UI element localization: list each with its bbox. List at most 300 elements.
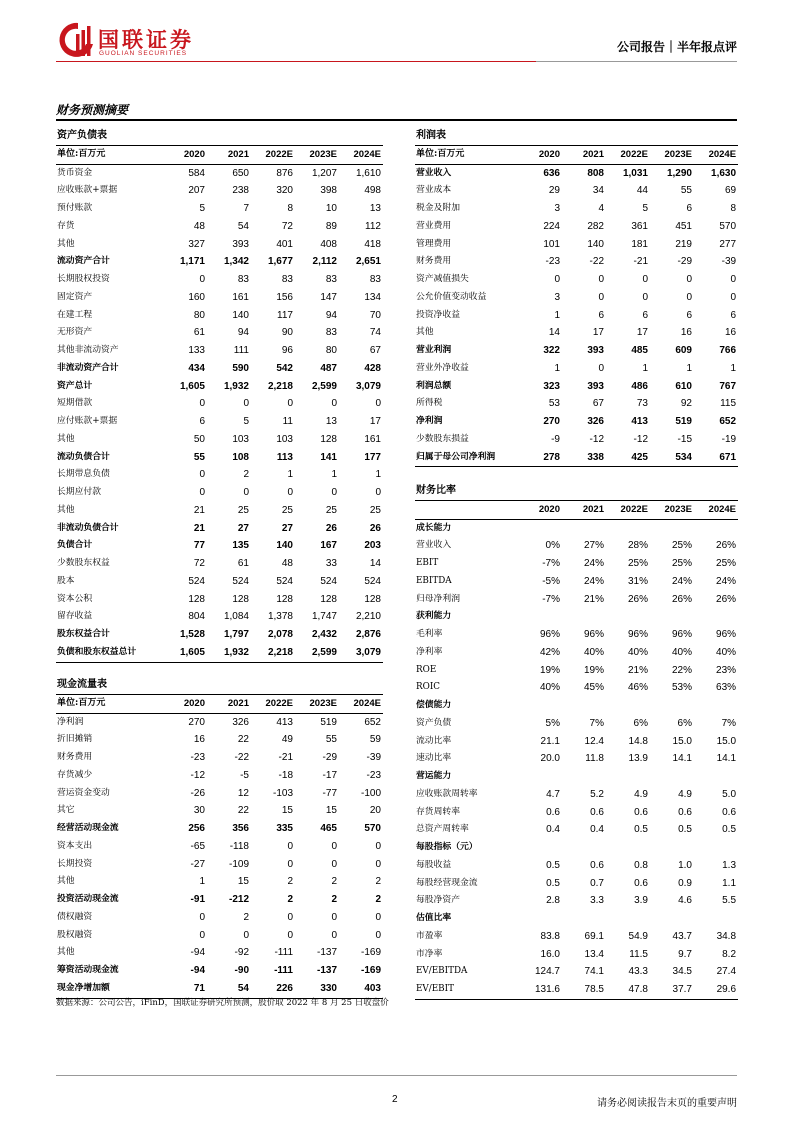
row-label: 长期带息负债	[57, 469, 110, 480]
cell-value	[518, 839, 562, 857]
cell-value: -91	[190, 894, 205, 905]
cell-value: 2.8	[546, 895, 560, 907]
row-label: 预付账款	[57, 203, 93, 213]
row-label: 营运能力	[416, 771, 452, 781]
table-row	[56, 218, 383, 236]
cell-value: 2	[243, 469, 249, 481]
table-row	[56, 820, 383, 838]
row-label: 净利润	[57, 716, 84, 727]
cell-value: 6	[730, 309, 737, 321]
row-label: 存货	[57, 220, 75, 231]
cell-value: 434	[188, 362, 205, 374]
cell-value: 0	[686, 274, 692, 285]
cell-value: 2	[287, 894, 293, 905]
cell-value: -21	[633, 256, 648, 268]
table-row	[56, 360, 383, 378]
row-label: 每股净资产	[416, 895, 460, 906]
cell-value: 24%	[716, 575, 737, 587]
cell-value: 0	[199, 398, 205, 410]
row-label: 每股经营现金流	[416, 877, 478, 888]
cell-value: -15	[677, 433, 692, 445]
table-row	[415, 413, 738, 431]
row-label: 营业成本	[416, 185, 452, 196]
cell-value: 13.4	[584, 948, 604, 960]
cell-value: -92	[234, 947, 249, 959]
cell-value: 361	[631, 220, 648, 232]
cell-value: 17	[369, 416, 381, 427]
cell-value: 28%	[627, 540, 648, 552]
table-row	[56, 395, 383, 413]
row-label: 归母净利润	[416, 593, 460, 604]
cell-value: 111	[233, 345, 249, 356]
table-row	[415, 839, 738, 857]
cell-value	[694, 910, 738, 928]
table-row	[415, 946, 738, 964]
cell-value: 54.9	[628, 930, 648, 942]
cell-value: 25%	[627, 558, 648, 569]
cell-value: 20.0	[540, 753, 560, 765]
cell-value: 2	[331, 876, 337, 888]
cell-value: 26%	[627, 593, 648, 605]
cell-value: 15	[325, 805, 337, 817]
cell-value: 161	[364, 433, 381, 445]
cell-value: 671	[694, 449, 738, 467]
cell-value: 0	[375, 398, 381, 410]
cell-value: 21	[193, 522, 205, 534]
cell-value: 393	[587, 345, 604, 356]
cell-value: 147	[320, 291, 337, 303]
cell-value: 451	[675, 220, 692, 232]
table-row	[56, 962, 383, 980]
table-row	[415, 289, 738, 307]
cell-value: 135	[232, 540, 249, 552]
cell-value: 0	[331, 840, 337, 852]
cell-value: 6%	[677, 717, 692, 729]
cell-value: 24%	[583, 575, 604, 587]
cell-value: 15.0	[716, 735, 737, 747]
cell-value: -27	[190, 858, 205, 870]
row-label: 存货周转率	[416, 806, 460, 817]
row-label: 非流动资产合计	[57, 362, 119, 373]
cell-value: 270	[188, 716, 205, 728]
row-label: 公允价值变动收益	[416, 291, 487, 302]
row-label: 营业费用	[416, 220, 452, 231]
cell-value: 16.0	[540, 948, 560, 960]
cell-value: 74.1	[584, 966, 604, 978]
cell-value: -137	[316, 965, 337, 976]
cell-value: 140	[587, 238, 604, 250]
table-row	[56, 307, 383, 325]
cell-value: 26%	[716, 540, 737, 552]
cell-value	[650, 768, 694, 786]
year-header: 2024E	[694, 145, 738, 164]
cell-value: 403	[339, 980, 383, 998]
cell-value: 2,432	[311, 629, 337, 640]
cell-value: 487	[320, 362, 337, 374]
cell-value: 320	[276, 185, 293, 197]
table-row	[56, 626, 383, 644]
financial-ratios-table	[415, 482, 738, 1000]
row-label: 净利率	[416, 646, 443, 657]
cell-value: 1,031	[622, 167, 648, 179]
cell-value: 34	[592, 185, 604, 197]
cell-value: 83	[369, 274, 381, 285]
cell-value: -21	[278, 752, 293, 763]
year-header: 2024E	[694, 500, 738, 519]
cell-value: 92	[680, 398, 692, 410]
cell-value: 40%	[627, 646, 648, 658]
cell-value: -23	[545, 256, 560, 268]
year-header: 2022E	[251, 694, 295, 713]
section-divider	[56, 119, 737, 121]
cell-value: 21%	[583, 593, 604, 605]
cell-value: 115	[720, 398, 737, 410]
cell-value: 96%	[583, 629, 604, 640]
cell-value: 53%	[671, 682, 692, 694]
cell-value: 6	[642, 309, 648, 321]
table-row	[56, 944, 383, 962]
cell-value: 53	[548, 398, 560, 410]
cell-value: 1,747	[311, 611, 337, 623]
cell-value: 3	[554, 203, 560, 214]
cell-value: 40%	[671, 646, 692, 658]
table-row	[415, 342, 738, 360]
cell-value	[606, 697, 650, 715]
cell-value: 1	[287, 469, 293, 481]
year-header: 2023E	[295, 694, 339, 713]
cell-value: 203	[364, 540, 381, 552]
cell-value: 5%	[545, 717, 560, 729]
row-label: EBIT	[416, 558, 439, 568]
cell-value: 425	[606, 449, 650, 467]
cell-value: 23%	[716, 664, 737, 676]
cell-value: 63%	[716, 682, 737, 694]
cell-value: 30	[193, 805, 205, 817]
cell-value: 5.5	[722, 895, 737, 907]
table-title: 现金流量表	[56, 676, 383, 694]
cell-value: 54	[237, 220, 249, 232]
cell-value: 40%	[583, 646, 604, 658]
year-header: 2020	[518, 500, 562, 519]
table-row	[415, 697, 738, 715]
cell-value: 5	[199, 203, 205, 214]
cell-value: 11.5	[629, 948, 648, 960]
cell-value: -29	[322, 752, 337, 763]
cell-value: 89	[325, 220, 337, 232]
cell-value: 21%	[627, 664, 648, 676]
cell-value: 43.3	[628, 966, 648, 978]
cell-value: 0.8	[634, 859, 648, 871]
guolian-logo-icon	[56, 20, 96, 60]
cell-value: 0.6	[590, 859, 604, 871]
cell-value: 3,079	[355, 380, 381, 392]
table-row	[415, 395, 738, 413]
cell-value: 7%	[589, 717, 604, 729]
cell-value: 17	[592, 327, 604, 339]
cell-value: 0	[686, 291, 692, 303]
row-label: 利润总额	[416, 380, 452, 391]
cell-value: 338	[562, 449, 606, 467]
cell-value: 71	[163, 980, 207, 998]
row-label: 资本公积	[57, 593, 93, 604]
cell-value: 323	[543, 380, 560, 392]
table-row	[56, 182, 383, 200]
cell-value: 1,932	[207, 644, 251, 662]
cell-value: 34.8	[716, 930, 737, 942]
cell-value: 7	[243, 203, 249, 214]
cell-value: 0.5	[546, 859, 560, 871]
cell-value: 519	[320, 716, 337, 728]
table-title-row	[415, 127, 738, 145]
cell-value: -12	[190, 769, 205, 781]
cell-value: 1,290	[666, 167, 692, 179]
cell-value	[562, 608, 606, 626]
row-label: 现金净增加额	[56, 980, 163, 998]
cell-value: 44	[636, 185, 648, 197]
row-label: 应付账款+票据	[57, 416, 118, 426]
year-header: 2021	[562, 500, 606, 519]
table-row	[415, 910, 738, 928]
cell-value: 224	[543, 220, 560, 232]
cell-value: 128	[188, 593, 205, 605]
row-label: 流动负债合计	[57, 451, 110, 462]
cell-value: 20	[369, 805, 381, 817]
cell-value: 1	[554, 309, 560, 321]
row-label: 应收账款周转率	[416, 788, 478, 799]
cell-value: 498	[364, 185, 381, 197]
cell-value: 1,528	[179, 629, 205, 640]
cell-value: 0.5	[678, 824, 692, 836]
cell-value: 3.9	[634, 895, 648, 907]
cell-value: 485	[631, 345, 648, 356]
cell-value: 609	[675, 345, 692, 356]
row-label: 股权融资	[57, 929, 93, 940]
cell-value: 398	[320, 185, 337, 197]
cell-value: 69.1	[584, 930, 604, 942]
cell-value: 83	[325, 274, 337, 285]
cell-value: 45%	[583, 682, 604, 694]
row-label: 负债和股东权益总计	[56, 644, 163, 662]
cell-value	[650, 697, 694, 715]
cell-value: -23	[190, 752, 205, 763]
cell-value: 238	[232, 185, 249, 197]
cell-value	[650, 910, 694, 928]
row-label: 长期应付款	[57, 487, 101, 497]
cell-value: -22	[234, 752, 249, 763]
cell-value: 3.3	[590, 895, 604, 907]
year-header: 2024E	[339, 694, 383, 713]
table-row	[415, 821, 738, 839]
cell-value: 117	[277, 309, 293, 321]
table-row	[56, 236, 383, 254]
balance-sheet-table	[56, 127, 383, 663]
cell-value: 55	[680, 185, 692, 197]
cell-value: 2,599	[295, 644, 339, 662]
cell-value: 29.6	[694, 981, 738, 999]
cell-value: 25	[369, 504, 381, 516]
cell-value: 112	[365, 220, 381, 232]
cell-value: 256	[188, 823, 205, 834]
cell-value: 26	[369, 522, 381, 534]
cell-value	[518, 697, 562, 715]
cell-value: 19%	[539, 664, 560, 676]
cell-value: 524	[232, 575, 249, 587]
cell-value: 0.5	[634, 824, 648, 836]
cell-value: 24%	[671, 575, 692, 587]
table-row	[415, 271, 738, 289]
row-label: 投资净收益	[416, 309, 460, 320]
cell-value: 134	[364, 291, 381, 303]
row-label: 毛利率	[416, 629, 443, 639]
row-label: 速动比率	[416, 753, 452, 764]
cell-value: 67	[592, 398, 604, 410]
cell-value	[606, 608, 650, 626]
cell-value: 61	[193, 327, 205, 339]
cell-value: 27.4	[716, 966, 737, 978]
cell-value: 2,651	[355, 256, 381, 268]
cell-value: 19%	[583, 664, 604, 676]
cell-value: 1,171	[179, 256, 205, 268]
cell-value: 1	[554, 362, 560, 374]
row-label: EV/EBITDA	[416, 966, 468, 977]
cell-value	[606, 910, 650, 928]
row-label: 非流动负债合计	[57, 522, 119, 533]
cell-value: 8.2	[722, 948, 737, 960]
cell-value: 570	[719, 220, 737, 232]
cell-value: 524	[320, 575, 337, 587]
year-header: 2022E	[606, 500, 650, 519]
table-row	[56, 802, 383, 820]
cell-value: -169	[360, 965, 381, 976]
cell-value	[562, 697, 606, 715]
table-row	[415, 662, 738, 680]
cell-value: 70	[369, 309, 381, 321]
cell-value: 0	[199, 929, 205, 941]
cell-value: 3	[554, 291, 560, 303]
cell-value: 534	[650, 449, 694, 467]
cell-value: 0	[243, 929, 249, 941]
cell-value: 5.0	[722, 788, 737, 800]
cell-value: 96	[281, 345, 293, 356]
cell-value: 0	[375, 858, 381, 870]
cell-value: -39	[366, 752, 381, 763]
year-header: 2023E	[650, 500, 694, 519]
year-header: 2020	[518, 145, 562, 164]
cell-value: -19	[721, 433, 737, 445]
cell-value: -137	[316, 947, 337, 959]
cell-value: -29	[677, 256, 692, 268]
cell-value: -5	[240, 769, 249, 781]
year-header: 2021	[207, 694, 251, 713]
cell-value: 0	[375, 911, 381, 923]
cell-value: 181	[631, 238, 648, 250]
row-label: 应收账款+票据	[57, 185, 118, 196]
table-row	[415, 857, 738, 875]
cell-value: -23	[366, 769, 381, 781]
cell-value: 2,218	[251, 644, 295, 662]
cell-value: -100	[360, 787, 381, 799]
cell-value: -65	[190, 840, 205, 852]
cell-value	[562, 519, 606, 537]
cell-value: -94	[190, 947, 205, 959]
cell-value: 0	[199, 487, 205, 498]
cell-value	[650, 519, 694, 537]
table-row	[415, 236, 738, 254]
cell-value: 47.8	[606, 981, 650, 999]
cell-value: 156	[276, 291, 293, 303]
table-header-row	[415, 500, 738, 519]
cell-value: 10	[325, 203, 337, 214]
cell-value: 133	[188, 345, 205, 356]
cell-value: 0	[730, 291, 737, 303]
cell-value: 94	[325, 309, 337, 321]
cell-value: 24%	[583, 558, 604, 569]
source-note: 数据来源：公司公告，iFinD，国联证券研究所预测，股价取 2022 年 8 月 25 日收盘价	[56, 998, 389, 1008]
cell-value: 418	[364, 238, 381, 250]
cell-value: 37.7	[650, 981, 694, 999]
cell-value: 14.1	[716, 753, 737, 765]
cell-value: 42%	[539, 646, 560, 658]
cell-value: 0.4	[590, 824, 604, 836]
section-title: 财务预测摘要	[56, 103, 129, 117]
cell-value	[694, 608, 738, 626]
cell-value: 69	[724, 185, 737, 197]
cell-value: 0	[199, 911, 205, 923]
cell-value: -12	[633, 433, 648, 445]
cell-value: 26	[325, 522, 337, 534]
table-row	[56, 253, 383, 271]
cell-value: 14.1	[672, 753, 692, 765]
row-label: 筹资活动现金流	[57, 965, 119, 975]
cell-value	[694, 768, 738, 786]
row-label: ROE	[416, 664, 437, 675]
table-row	[56, 431, 383, 449]
cell-value: -39	[721, 256, 737, 268]
row-label: 在建工程	[57, 309, 93, 320]
cell-value: 428	[364, 362, 381, 374]
cell-value: 4.6	[678, 895, 692, 907]
cell-value: 4.7	[546, 788, 560, 800]
table-row	[415, 324, 738, 342]
cell-value: 13	[369, 203, 381, 214]
cell-value: 8	[287, 203, 293, 214]
cell-value: 1,207	[311, 167, 337, 179]
table-row	[415, 750, 738, 768]
table-row	[56, 573, 383, 591]
table-row	[56, 466, 383, 484]
table-row	[415, 875, 738, 893]
table-row	[56, 927, 383, 945]
cell-value: 13	[325, 416, 337, 427]
table-header-row	[56, 145, 383, 164]
cell-value: 14	[369, 558, 381, 569]
report-type: 公司报告｜半年报点评	[616, 40, 737, 54]
cell-value	[650, 839, 694, 857]
table-title-row	[56, 676, 383, 694]
table-row	[56, 591, 383, 609]
cell-value: 29	[548, 185, 560, 197]
cell-value: 16	[680, 327, 692, 339]
unit-label: 单位:百万元	[56, 694, 163, 713]
cell-value: 33	[325, 558, 337, 569]
cell-value: 1,378	[267, 611, 293, 623]
table-row	[56, 502, 383, 520]
cell-value: 2	[375, 876, 381, 888]
cell-value: 0	[598, 362, 604, 374]
cell-value: -111	[274, 965, 293, 976]
row-label: 经营活动现金流	[57, 823, 119, 833]
cell-value: 524	[276, 575, 293, 587]
